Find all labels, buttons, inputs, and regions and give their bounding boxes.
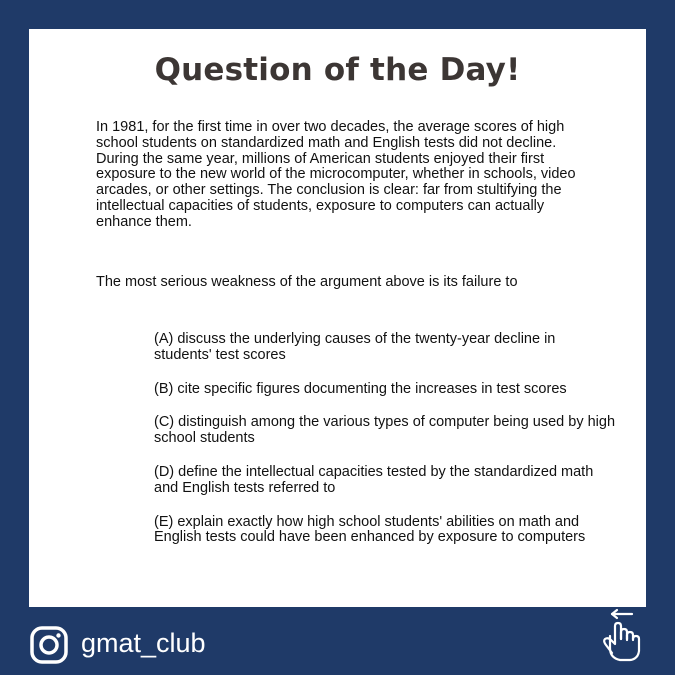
page-title: Question of the Day!: [154, 52, 521, 88]
answer-choice-c[interactable]: (C) distinguish among the various types of computer being used by high school students: [154, 414, 616, 447]
instagram-handle[interactable]: gmat_club: [81, 628, 206, 658]
answer-choice-b[interactable]: (B) cite specific figures documenting the increases in test scores: [154, 380, 567, 397]
answer-choices: [154, 332, 616, 564]
answer-choice-d[interactable]: (D) define the intellectual capacities tested by the standardized math and English tests referred to: [154, 463, 594, 496]
answer-choice-e[interactable]: (E) explain exactly how high school students' abilities on math and English tests could have been enhanced by exposure to computers: [154, 513, 586, 546]
instagram-icon[interactable]: [29, 625, 69, 665]
question-passage: In 1981, for the first time in over two decades, the average scores of high school students on standardized math and English tests did not decline. During the same year, millions of American students enjoyed their first exposure to the new world of the microcomputer, whether in schools, video arcades, or other settings. The conclusion is clear: far from stultifying the intellectual capacities of students, exposure to computers can actually enhance them.: [96, 119, 576, 230]
answer-choice-a[interactable]: (A) discuss the underlying causes of the twenty-year decline in students' test scores: [154, 331, 556, 363]
question-stem: The most serious weakness of the argument above is its failure to: [96, 274, 518, 290]
swipe-left-hand-icon: [598, 608, 648, 664]
